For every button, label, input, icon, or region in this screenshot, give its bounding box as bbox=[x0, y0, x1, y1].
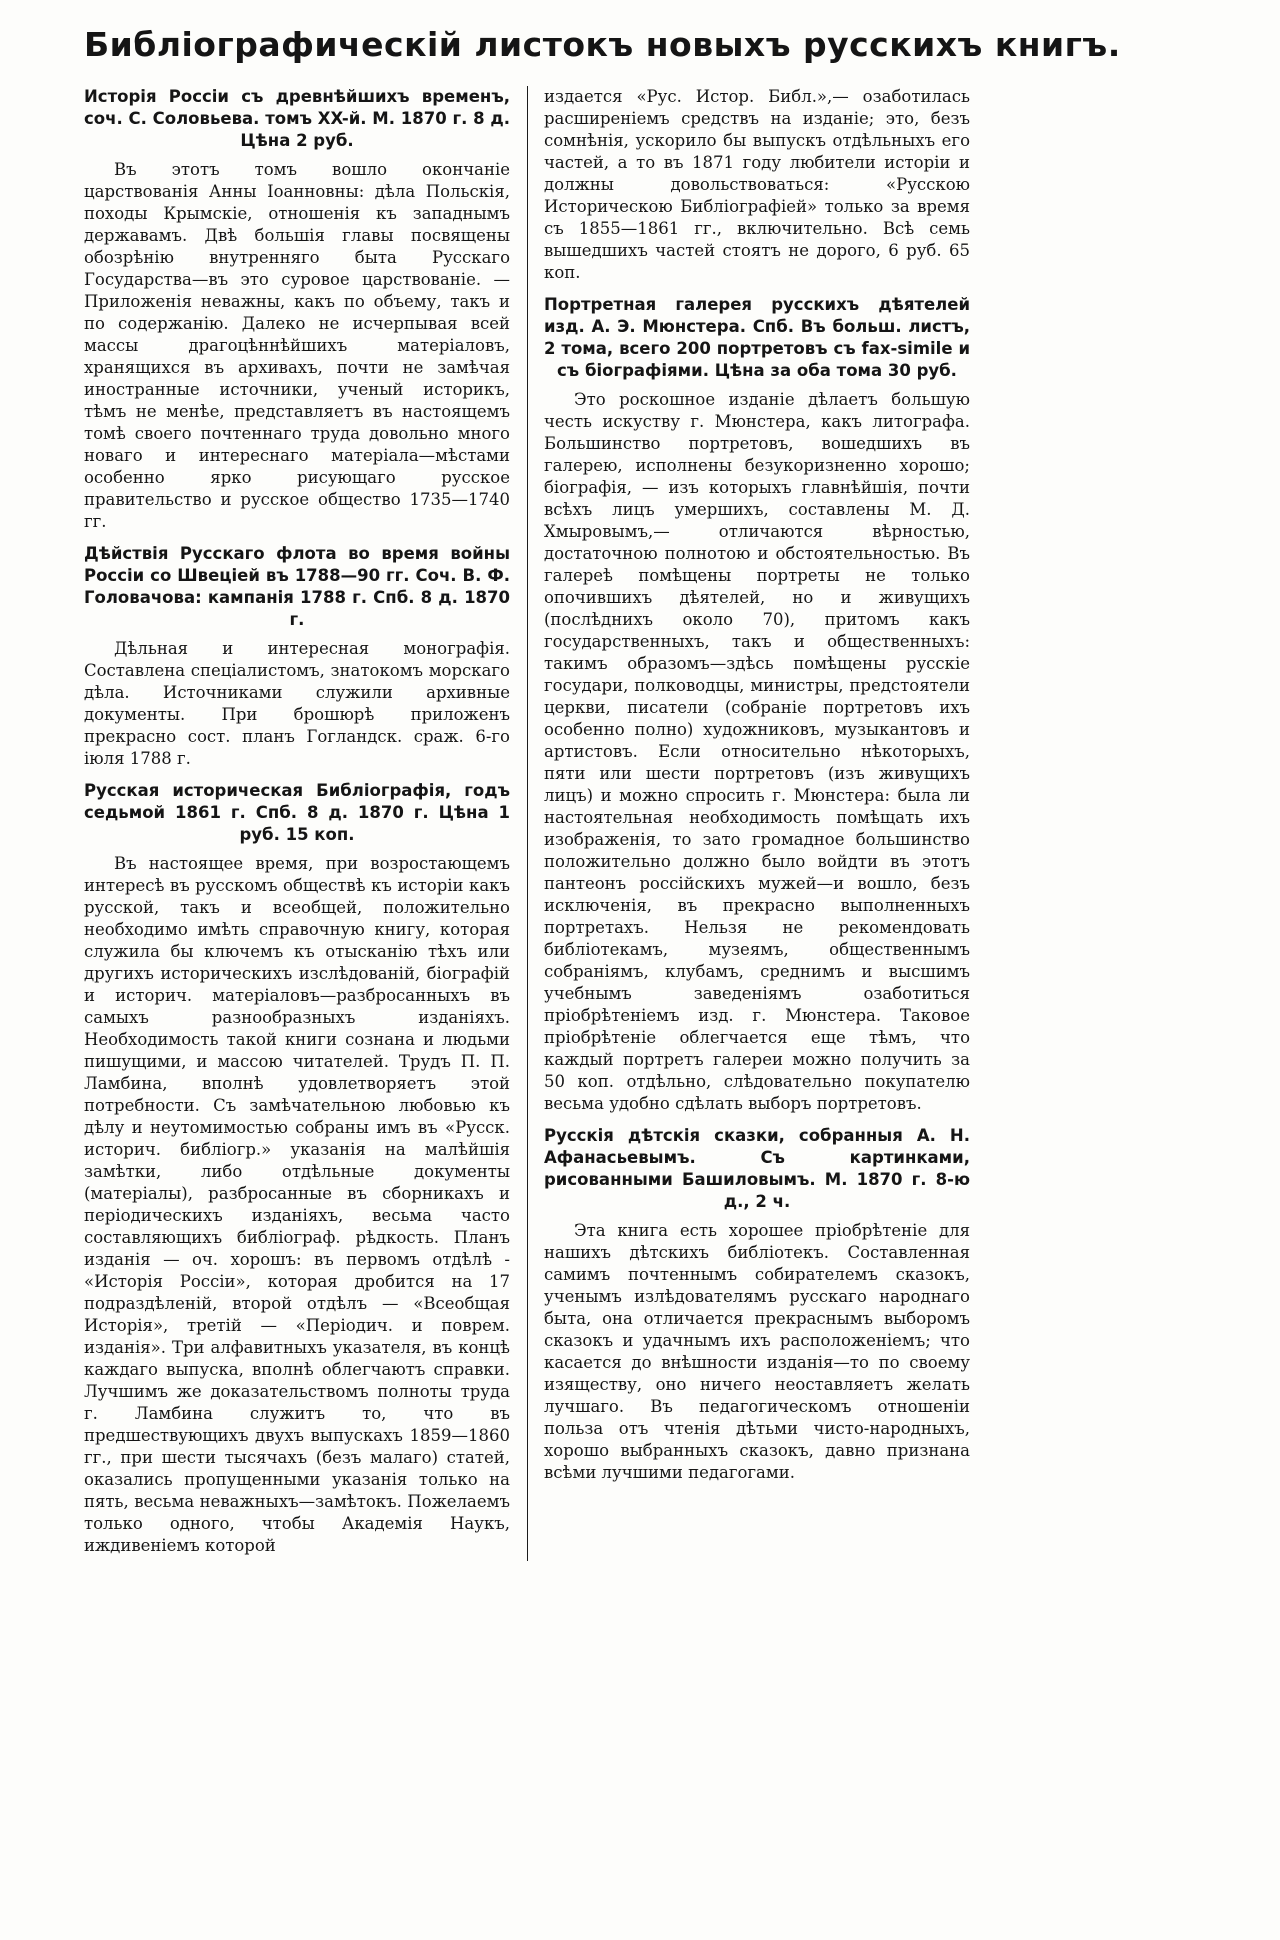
entry-heading-portrait-gallery: Портретная галерея русскихъ дѣятелей изд. А. Э. Мюнстера. Спб. Въ больш. листъ, 2 тома, всего 200 портретовъ съ fax-simile и съ біографіями. Цѣна за оба тома 30 руб. bbox=[544, 294, 970, 380]
entry-heading-children-fairy-tales: Русскія дѣтскія сказки, собранныя А. Н. Афанасьевымъ. Съ картинками, рисованными Башиловымъ. М. 1870 г. 8-ю д., 2 ч. bbox=[544, 1125, 970, 1211]
entry-body-solovyov-history: Въ этотъ томъ вошло окончаніе царствованія Анны Іоанновны: дѣла Польскія, походы Крымскіе, отношенія къ западнымъ державамъ. Двѣ большія главы посвящены обозрѣнію внутренняго быта Русскаго Государства—въ это суровое царствованіе. — Приложенія неважны, какъ по объему, такъ и по содержанію. Далеко не исчерпывая всей массы драгоцѣннѣйшихъ матеріаловъ, хранящихся въ архивахъ, почти не замѣчая иностранные источники, ученый историкъ, тѣмъ не менѣе, представляетъ въ настоящемъ томѣ своего почтеннаго труда довольно много новаго и интереснаго матеріала—мѣстами особенно ярко рисующаго русское правительство и русское общество 1735—1740 гг. bbox=[84, 159, 510, 531]
left-column bbox=[84, 86, 510, 1561]
entry-heading-historical-bibliography: Русская историческая Библіографія, годъ седьмой 1861 г. Спб. 8 д. 1870 г. Цѣна 1 руб. 15 коп. bbox=[84, 780, 510, 844]
entry-body-russian-fleet: Дѣльная и интересная монографія. Составлена спеціалистомъ, знатокомъ морскаго дѣла. Источниками служили архивные документы. При брошюрѣ приложенъ прекрасно сост. планъ Гогландск. сраж. 6-го іюля 1788 г. bbox=[84, 638, 510, 768]
entry-body-historical-bibliography: Въ настоящее время, при возростающемъ интересѣ въ русскомъ обществѣ къ исторіи какъ русской, такъ и всеобщей, положительно необходимо имѣть справочную книгу, которая служила бы ключемъ къ отысканію тѣхъ или другихъ историческихъ изслѣдованій, біографій и историч. матеріаловъ—разбросанныхъ въ самыхъ разнообразныхъ изданіяхъ. Необходимость такой книги сознана и людьми пишущими, и массою читателей. Трудъ П. П. Ламбина, вполнѣ удовлетворяетъ этой потребности. Съ замѣчательною любовью къ дѣлу и неутомимостью собраны имъ въ «Русск. историч. библіогр.» указанія на малѣйшія замѣтки, либо отдѣльные документы (матеріалы), разбросанные въ сборникахъ и періодическихъ изданіяхъ, весьма часто составляющихъ библіограф. рѣдкость. Планъ изданія — оч. хорошъ: въ первомъ отдѣлѣ - «Исторія Россіи», которая дробится на 17 подраздѣленій, второй отдѣлъ — «Всеобщая Исторія», третій — «Періодич. и поврем. изданія». Три алфавитныхъ указателя, въ концѣ каждаго выпуска, вполнѣ облегчаютъ справки. Лучшимъ же доказательствомъ полноты труда г. Ламбина служитъ то, что въ предшествующихъ двухъ выпускахъ 1859—1860 гг., при шести тысячахъ (безъ малаго) статей, оказались пропущенными указанія только на пять, весьма неважныхъ—замѣтокъ. Пожелаемъ только одного, чтобы Академія Наукъ, иждивеніемъ которой bbox=[84, 853, 510, 1555]
entry-heading-russian-fleet: Дѣйствія Русскаго флота во время войны Россіи со Швеціей въ 1788—90 гг. Соч. В. Ф. Головачова: кампанія 1788 г. Спб. 8 д. 1870 г. bbox=[84, 543, 510, 629]
entry-body-portrait-gallery: Это роскошное изданіе дѣлаетъ большую честь искуству г. Мюнстера, какъ литографа. Большинство портретовъ, вошедшихъ въ галерею, исполнены безукоризненно хорошо; біографія, — изъ которыхъ главнѣйшія, почти всѣхъ лицъ умершихъ, составлены М. Д. Хмыровымъ,— отличаются вѣрностью, достаточною полнотою и обстоятельностью. Въ галереѣ помѣщены портреты не только опочившихъ дѣятелей, но и живущихъ (послѣднихъ около 70), притомъ какъ государственныхъ, такъ и общественныхъ: такимъ образомъ—здѣсь помѣщены русскіе государи, полководцы, министры, предстоятели церкви, писатели (собраніе портретовъ ихъ особенно полно) художниковъ, музыкантовъ и артистовъ. Если относительно нѣкоторыхъ, пяти или шести портретовъ (изъ живущихъ лицъ) и можно спросить г. Мюнстера: была ли настоятельная необходимость помѣщать ихъ изображенія, то зато громадное большинство положительно должно было войдти въ этотъ пантеонъ россійскихъ мужей—и вошло, безъ исключенія, въ прекрасно выполненныхъ портретахъ. Нельзя не рекомендовать библіотекамъ, музеямъ, общественнымъ собраніямъ, клубамъ, среднимъ и высшимъ учебнымъ заведеніямъ озаботиться пріобрѣтеніемъ изд. г. Мюнстера. Таковое пріобрѣтеніе облегчается еще тѣмъ, что каждый портретъ галереи можно получить за 50 коп. отдѣльно, слѣдовательно покупателю весьма удобно сдѣлать выборъ портретовъ. bbox=[544, 389, 970, 1113]
entry-body-children-fairy-tales: Эта книга есть хорошее пріобрѣтеніе для нашихъ дѣтскихъ библіотекъ. Составленная самимъ почтеннымъ собирателемъ сказокъ, ученымъ излѣдователямъ русскаго народнаго быта, она отличается прекраснымъ выборомъ сказокъ и удачнымъ ихъ расположеніемъ; что касается до внѣшности изданія—то по своему изяществу, оно ничего неоставляетъ желать лучшаго. Въ педагогическомъ отношеніи польза отъ чтенія дѣтьми чисто-народныхъ, хорошо выбранныхъ сказокъ, давно признана всѣми лучшими педагогами. bbox=[544, 1220, 970, 1482]
entry-heading-solovyov-history: Исторія Россіи съ древнѣйшихъ временъ, соч. С. Соловьева. томъ XX-й. М. 1870 г. 8 д. Цѣна 2 руб. bbox=[84, 86, 510, 150]
right-column bbox=[544, 86, 970, 1561]
page-title: Библіографическій листокъ новыхъ русскихъ книгъ. bbox=[84, 25, 1121, 64]
two-column-layout bbox=[84, 86, 970, 1561]
column-divider-rule bbox=[527, 86, 528, 1561]
entry-body-historical-bibliography-continuation: издается «Рус. Истор. Библ.»,— озаботилась расширеніемъ средствъ на изданіе; это, безъ сомнѣнія, ускорило бы выпускъ отдѣльныхъ его частей, а то въ 1871 году любители исторіи и должны довольствоваться: «Русскою Историческою Библіографіей» только за время съ 1855—1861 гг., включительно. Всѣ семь вышедшихъ частей стоятъ не дорого, 6 руб. 65 коп. bbox=[544, 86, 970, 282]
